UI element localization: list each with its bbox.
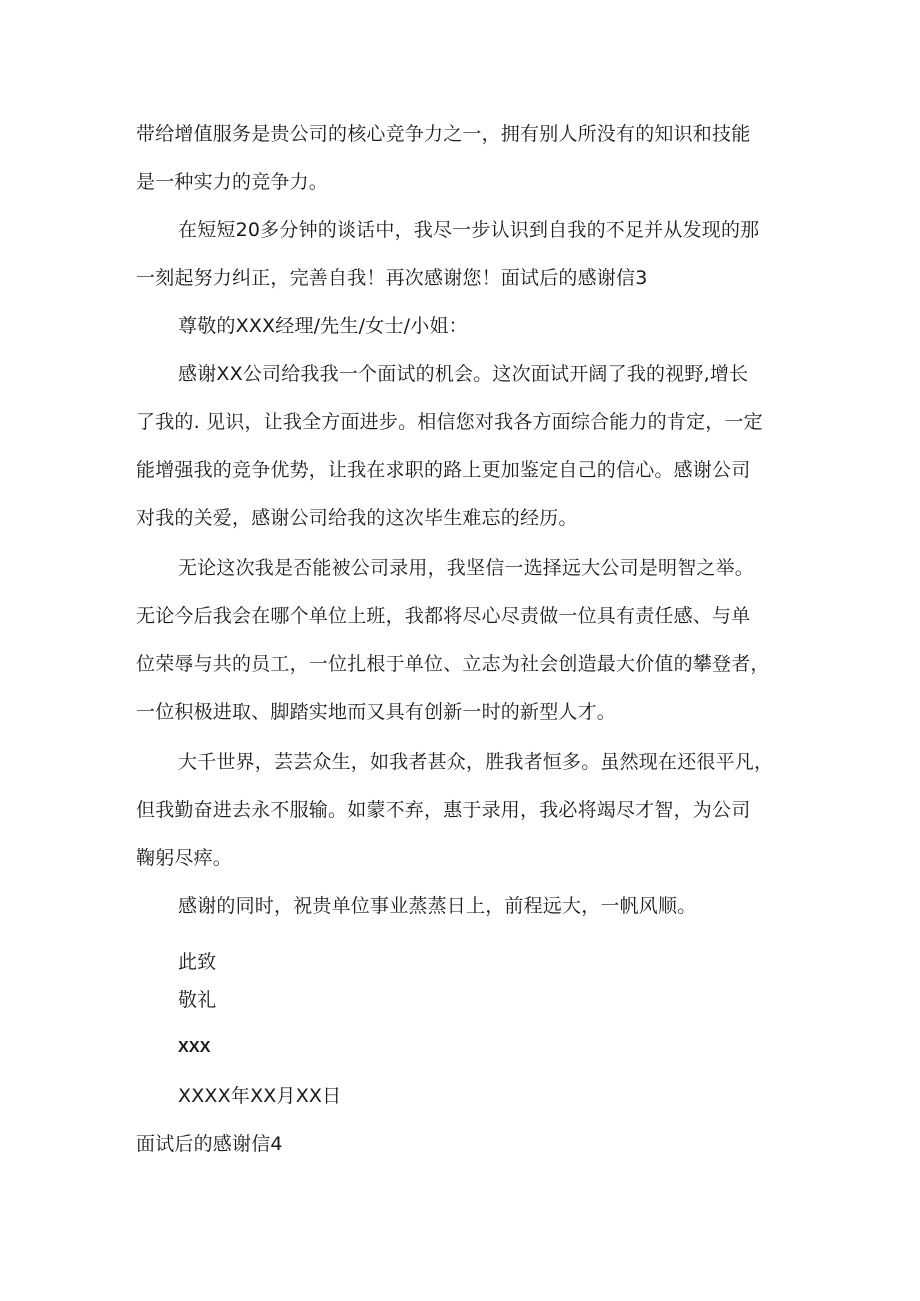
paragraph-line: 能增强我的竞争优势，让我在求职的路上更加鉴定自己的信心。感谢公司 [136, 459, 751, 481]
paragraph-line: 感谢XX公司给我我一个面试的机会。这次面试开阔了我的视野,增长 [178, 363, 749, 385]
signature-date: XXXX年XX月XX日 [178, 1085, 342, 1107]
paragraph-line: 在短短20多分钟的谈话中，我尽一步认识到自我的不足并从发现的那 [178, 219, 760, 241]
closing-cizhi: 此致 [178, 951, 217, 973]
signature-name: XXX [178, 1039, 211, 1056]
paragraph-line: 对我的关爱，感谢公司给我的这次毕生难忘的经历。 [136, 507, 578, 529]
closing-jingli: 敬礼 [178, 989, 217, 1011]
paragraph-line: 是一种实力的竞争力。 [136, 171, 329, 193]
paragraph-line: 无论这次我是否能被公司录用，我坚信一选择远大公司是明智之举。 [178, 557, 755, 579]
paragraph-line: 一刻起努力纠正，完善自我！再次感谢您！面试后的感谢信3 [136, 267, 648, 289]
paragraph-line: 带给增值服务是贵公司的核心竞争力之一，拥有别人所没有的知识和技能 [136, 123, 751, 145]
paragraph-line: 一位积极进取、脚踏实地而又具有创新一时的新型人才。 [136, 701, 617, 723]
paragraph-line: 无论今后我会在哪个单位上班，我都将尽心尽责做一位具有责任感、与单 [136, 605, 751, 627]
salutation: 尊敬的XXX经理/先生/女士/小姐： [178, 315, 468, 337]
section-heading: 面试后的感谢信4 [136, 1133, 283, 1155]
paragraph-line: 大千世界，芸芸众生，如我者甚众，胜我者恒多。虽然现在还很平凡， [178, 751, 774, 773]
paragraph-line: 鞠躬尽瘁。 [136, 847, 233, 869]
closing-wish: 感谢的同时，祝贵单位事业蒸蒸日上，前程远大，一帆风顺。 [178, 895, 697, 917]
paragraph-line: 位荣辱与共的员工，一位扎根于单位、立志为社会创造最大价值的攀登者， [136, 653, 770, 675]
paragraph-line: 了我的. 见识，让我全方面进步。相信您对我各方面综合能力的肯定，一定 [136, 411, 763, 433]
paragraph-line: 但我勤奋进去永不服输。如蒙不弃，惠于录用，我必将竭尽才智，为公司 [136, 799, 751, 821]
